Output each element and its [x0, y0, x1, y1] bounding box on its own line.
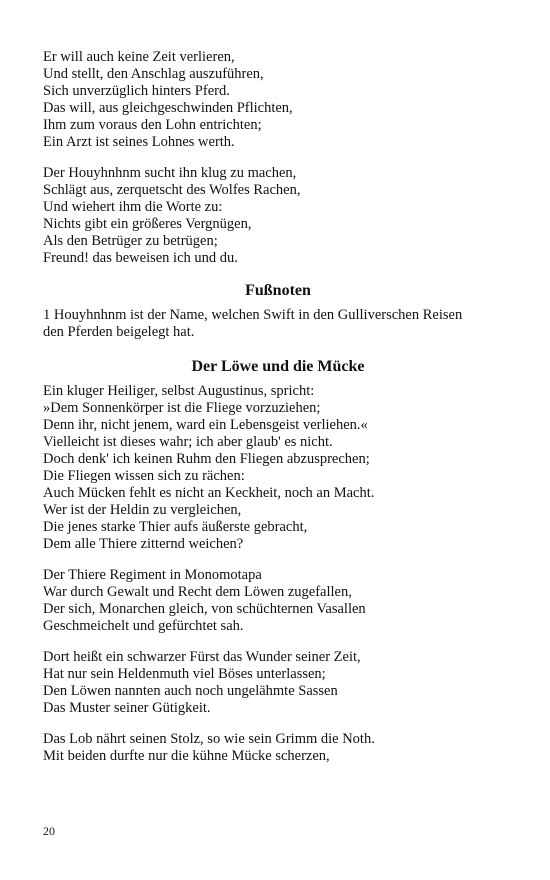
poem-end-section — [43, 49, 513, 267]
verse-line: Das Lob nährt seinen Stolz, so wie sein Grimm die Noth. — [43, 731, 375, 747]
verse-line: Denn ihr, nicht jenem, ward ein Lebensgeist verliehen.« — [43, 417, 368, 433]
verse-line: Nichts gibt ein größeres Vergnügen, — [43, 216, 252, 232]
verse-line: Sich unverzüglich hinters Pferd. — [43, 83, 230, 99]
document-page — [43, 49, 513, 779]
verse-line: Den Löwen nannten auch noch ungelähmte Sassen — [43, 683, 338, 699]
verse-line: Dem alle Thiere zitternd weichen? — [43, 536, 244, 552]
verse-line: Ein Arzt ist seines Lohnes werth. — [43, 134, 235, 150]
verse-line: Der Houyhnhnm sucht ihn klug zu machen, — [43, 165, 297, 181]
verse-line: »Dem Sonnenkörper ist die Fliege vorzuziehen; — [43, 400, 321, 416]
verse-line: Die jenes starke Thier aufs äußerste gebracht, — [43, 519, 308, 535]
stanza — [43, 567, 513, 635]
stanza — [43, 731, 513, 765]
verse-line: Doch denk' ich keinen Ruhm den Fliegen abzusprechen; — [43, 451, 370, 467]
verse-line: Als den Betrüger zu betrügen; — [43, 233, 218, 249]
verse-line: War durch Gewalt und Recht dem Löwen zugefallen, — [43, 584, 352, 600]
verse-line: Das will, aus gleichgeschwinden Pflichten, — [43, 100, 293, 116]
verse-line: Hat nur sein Heldenmuth viel Böses unterlassen; — [43, 666, 326, 682]
verse-line: Der Thiere Regiment in Monomotapa — [43, 567, 262, 583]
footnote — [43, 307, 513, 341]
verse-line: Ein kluger Heiliger, selbst Augustinus, spricht: — [43, 383, 315, 399]
verse-line: Das Muster seiner Gütigkeit. — [43, 700, 211, 716]
verse-line: Geschmeichelt und gefürchtet sah. — [43, 618, 244, 634]
footnote-line: 1 Houyhnhnm ist der Name, welchen Swift in den Gulliverschen Reisen — [43, 307, 463, 323]
verse-line: Der sich, Monarchen gleich, von schüchternen Vasallen — [43, 601, 366, 617]
verse-line: Mit beiden durfte nur die kühne Mücke scherzen, — [43, 748, 330, 764]
stanza — [43, 383, 513, 553]
verse-line: Schlägt aus, zerquetscht des Wolfes Rachen, — [43, 182, 301, 198]
verse-line: Dort heißt ein schwarzer Fürst das Wunder seiner Zeit, — [43, 649, 361, 665]
verse-line: Und stellt, den Anschlag auszuführen, — [43, 66, 264, 82]
verse-line: Wer ist der Heldin zu vergleichen, — [43, 502, 242, 518]
verse-line: Ihm zum voraus den Lohn entrichten; — [43, 117, 262, 133]
verse-line: Die Fliegen wissen sich zu rächen: — [43, 468, 245, 484]
footnote-line: den Pferden beigelegt hat. — [43, 324, 195, 340]
poem-title: Der Löwe und die Mücke — [191, 358, 365, 375]
verse-line: Auch Mücken fehlt es nicht an Keckheit, noch an Macht. — [43, 485, 375, 501]
poem-section — [43, 383, 513, 765]
stanza — [43, 49, 513, 151]
verse-line: Und wiehert ihm die Worte zu: — [43, 199, 223, 215]
stanza — [43, 649, 513, 717]
verse-line: Vielleicht ist dieses wahr; ich aber glaub' es nicht. — [43, 434, 333, 450]
footnotes-heading: Fußnoten — [245, 282, 311, 299]
page-number: 20 — [43, 824, 55, 838]
verse-line: Er will auch keine Zeit verlieren, — [43, 49, 235, 65]
verse-line: Freund! das beweisen ich und du. — [43, 250, 238, 266]
stanza — [43, 165, 513, 267]
